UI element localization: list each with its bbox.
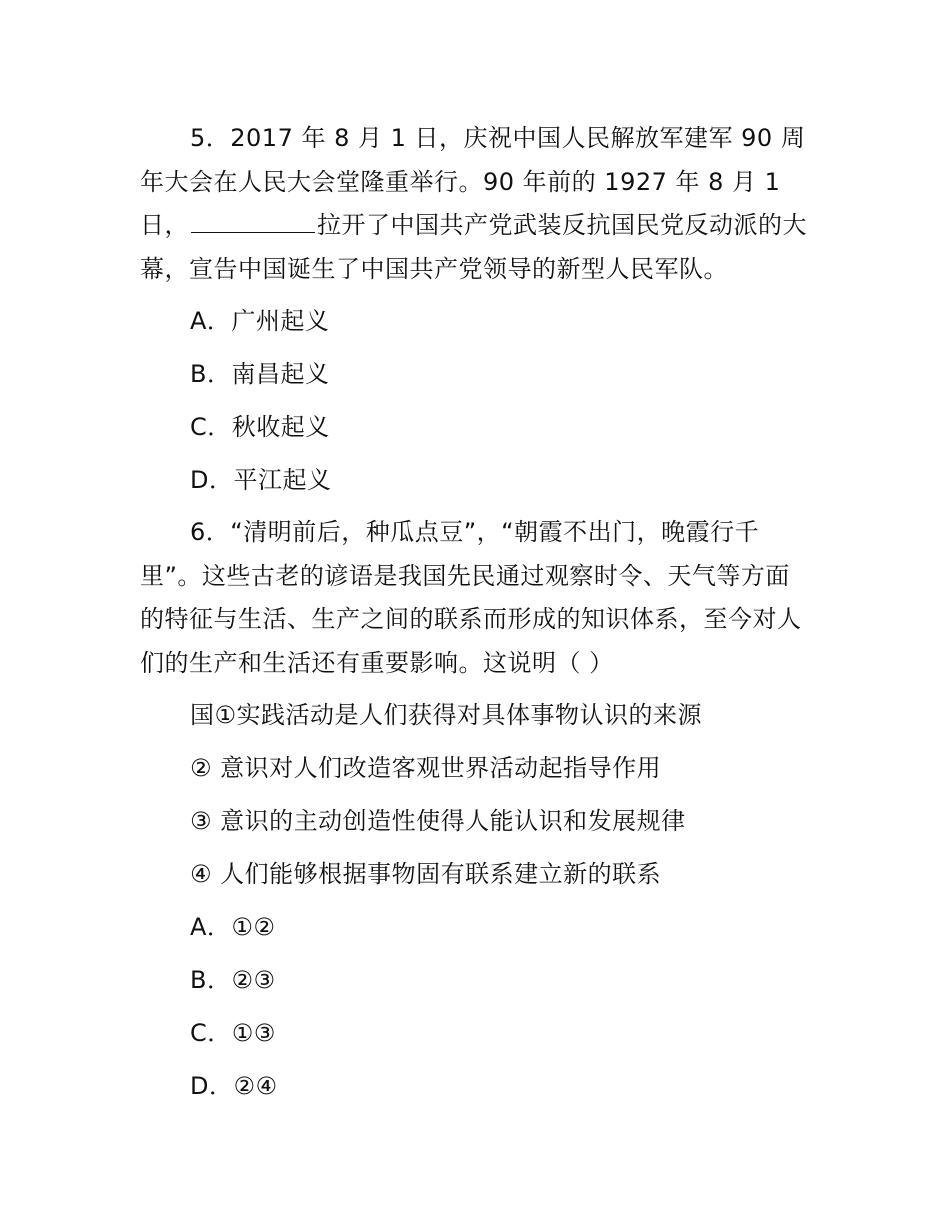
q6-statement-3: ③ 意识的主动创造性使得人能认识和发展规律	[190, 807, 686, 835]
q6-option-d: D．②④	[190, 1072, 278, 1100]
q6-stem-line-3: 的特征与生活、生产之间的联系而形成的知识体系，至今对人	[140, 605, 802, 633]
q6-stem-line-2: 里”。这些古老的谚语是我国先民通过观察时令、天气等方面	[140, 562, 790, 590]
q5-stem-line-3-suffix: 拉开了中国共产党武装反抗国民党反动派的大	[317, 211, 807, 239]
q5-option-b: B．南昌起义	[190, 360, 330, 388]
q5-stem-line-4: 幕，宣告中国诞生了中国共产党领导的新型人民军队。	[140, 255, 728, 283]
q6-statement-1: 国①实践活动是人们获得对具体事物认识的来源	[190, 701, 703, 729]
q5-stem-line-3-prefix: 日，	[140, 211, 189, 239]
q6-stem-line-4: 们的生产和生活还有重要影响。这说明（ ）	[140, 649, 614, 677]
q5-stem-line-1: 5．2017 年 8 月 1 日，庆祝中国人民解放军建军 90 周	[190, 124, 806, 152]
q5-option-c: C．秋收起义	[190, 413, 330, 441]
q6-stem-line-1: 6．“清明前后，种瓜点豆”，“朝霞不出门，晚霞行千	[190, 518, 760, 546]
q6-option-c: C．①③	[190, 1019, 276, 1047]
q5-option-a: A．广州起义	[190, 307, 330, 335]
q6-statement-4: ④ 人们能够根据事物固有联系建立新的联系	[190, 860, 662, 888]
q5-stem-line-3	[140, 210, 807, 240]
q5-stem-line-2: 年大会在人民大会堂隆重举行。90 年前的 1927 年 8 月 1	[140, 168, 781, 196]
fill-in-blank	[191, 212, 315, 233]
q5-option-d: D．平江起义	[190, 466, 332, 494]
q6-option-a: A．①②	[190, 913, 276, 941]
q6-option-b: B．②③	[190, 966, 276, 994]
q6-statement-2: ② 意识对人们改造客观世界活动起指导作用	[190, 754, 662, 782]
